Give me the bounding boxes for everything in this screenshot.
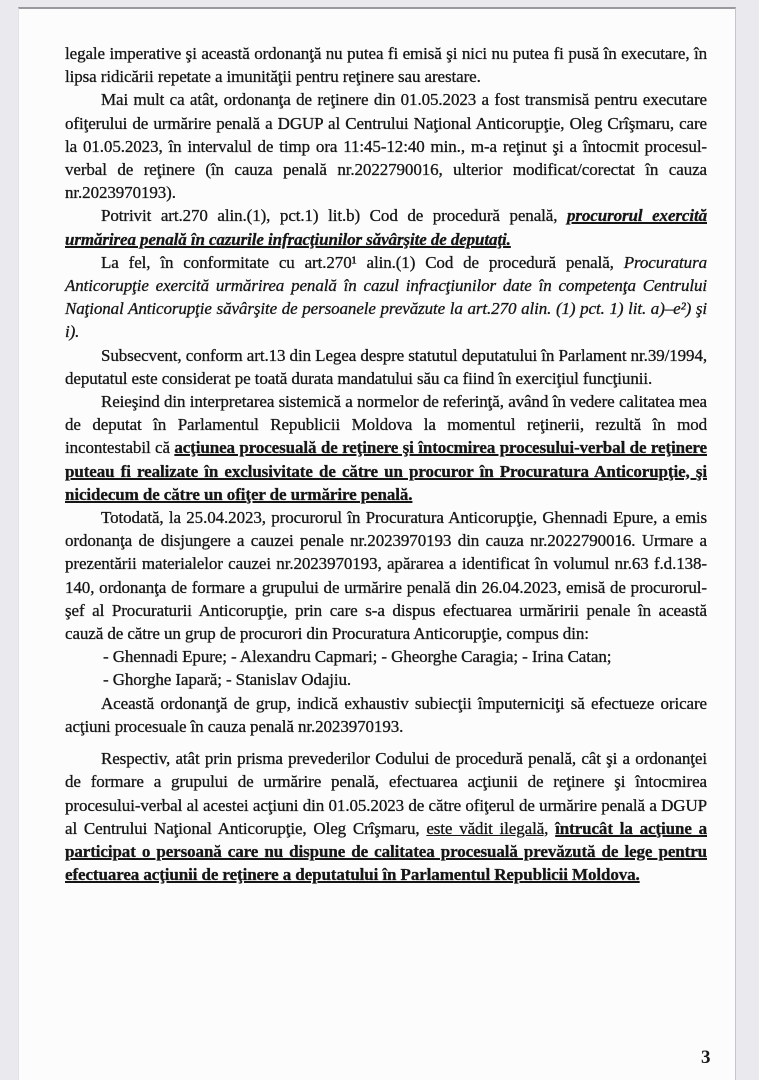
text-segment: Totodată, la 25.04.2023, procurorul în Procuratura Anticorupţie, Ghennadi Epure, a emis ordonanţa de disjungere a cauzei penale nr.2023970193 din cauza nr.2022790016. Urmare a prezentării materialelor cauzei nr.2023970193, apărarea a identificat în volumul nr.63 f.d.138-140, ordonanţa de formare a grupului de urmărire penală din 26.04.2023, emisă de procurorul-şef al Procuraturii Anticorupţie, prin care s-a dispus efectuarea urmăririi penale în această cauză de către un grup de procurori din Procuratura Anticorupţie, compus din:: [65, 508, 707, 644]
text-segment: Potrivit art.270 alin.(1), pct.1) lit.b) Cod de procedură penală,: [101, 206, 567, 226]
text-segment: Reieşind din interpretarea sistemică a normelor de referinţă, având în vedere calitatea mea de deputat în Parlamentul Republicii Moldova la momentul reţinerii, rezultă în mod incontestabil că: [65, 392, 707, 458]
text-segment: Respectiv, atât prin prisma prevederilor Codului de procedură penală, cât şi a ordonanţei de formare a grupului de urmărire penală, efectuarea acţiunii de reţinere şi întocmirea procesului-verbal al acestei acţiuni din 01.05.2023 de către ofiţerul de urmărire penală a DGUP al Centrului Naţional Anticorupţie, Oleg Crîşmaru,: [65, 749, 707, 838]
text-segment: Această ordonanţă de grup, indică exhaustiv subiecţii împuterniciţi să efectueze oricare acţiuni procesuale în cauza penală nr.2023970193.: [65, 693, 707, 736]
text-segment: este vădit ilegală,: [426, 818, 549, 838]
paragraph: [65, 506, 707, 645]
paragraph: [65, 747, 707, 886]
page-number: 3: [701, 1047, 711, 1068]
text-segment: legale imperative şi această ordonanţă nu putea fi emisă şi nici nu putea fi pusă în executare, în lipsa ridicării repetate a imunităţii pentru reţinere sau arestare.: [65, 44, 707, 87]
paragraph: [65, 88, 707, 204]
paragraph: [65, 204, 707, 250]
paragraph: [65, 390, 707, 506]
text-segment: Subsecvent, conform art.13 din Legea despre statutul deputatului în Parlament nr.39/1994, deputatul este considerat pe toată durata mandatului său ca fiind în exerciţiul funcţiunii.: [65, 345, 707, 388]
paragraph: [103, 668, 707, 691]
text-segment: întrucât la acţiune a participat o persoană care nu dispune de calitatea procesuală prevăzută de lege pentru efectuarea acţiunii de reţinere a deputatului în Parlamentul Republicii Moldova.: [65, 818, 708, 885]
paragraph: [103, 645, 707, 668]
paragraph: [65, 42, 707, 88]
text-segment: Mai mult ca atât, ordonanţa de reţinere din 01.05.2023 a fost transmisă pentru executare ofiţerului de urmărire penală a DGUP al Centrului Naţional Anticorupţie, Oleg Crîşmaru, care la 01.05.2023, în intervalul de timp ora 11:45-12:40 min., m-a reţinut şi a întocmit procesul-verbal de reţinere (în cauza penală nr.2022790016, ulterior modificat/corectat în cauza nr.2023970193).: [65, 90, 707, 203]
text-segment: acţiunea procesuală de reţinere şi întocmirea procesului-verbal de reţinere puteau fi realizate în exclusivitate de către un procuror în Procuratura Anticorupţie, şi nicidecum de către un ofiţer de urmărire penală.: [65, 438, 707, 504]
text-segment: - Ghorghe Iapară; - Stanislav Odajiu.: [103, 670, 352, 690]
text-segment: La fel, în conformitate cu art.270¹ alin.(1) Cod de procedură penală,: [101, 252, 624, 272]
paragraph: [65, 692, 707, 738]
document-body: [65, 42, 707, 886]
paragraph: [65, 344, 707, 390]
document-page: [18, 7, 736, 1080]
paragraph: [65, 251, 707, 344]
text-segment: - Ghennadi Epure; - Alexandru Capmari; - Gheorghe Caragia; - Irina Catan;: [103, 647, 612, 667]
text-segment: procurorul exercită urmărirea penală în cazurile infracţiunilor săvârşite de deputaţi.: [65, 206, 707, 249]
text-segment: Procuratura Anticorupţie exercită urmărirea penală în cazul infracţiunilor date în competenţa Centrului Naţional Anticorupţie săvârşite de persoanele prevăzute la art.270 alin. (1) pct. 1) lit. a)–e²) şi i).: [65, 252, 707, 342]
